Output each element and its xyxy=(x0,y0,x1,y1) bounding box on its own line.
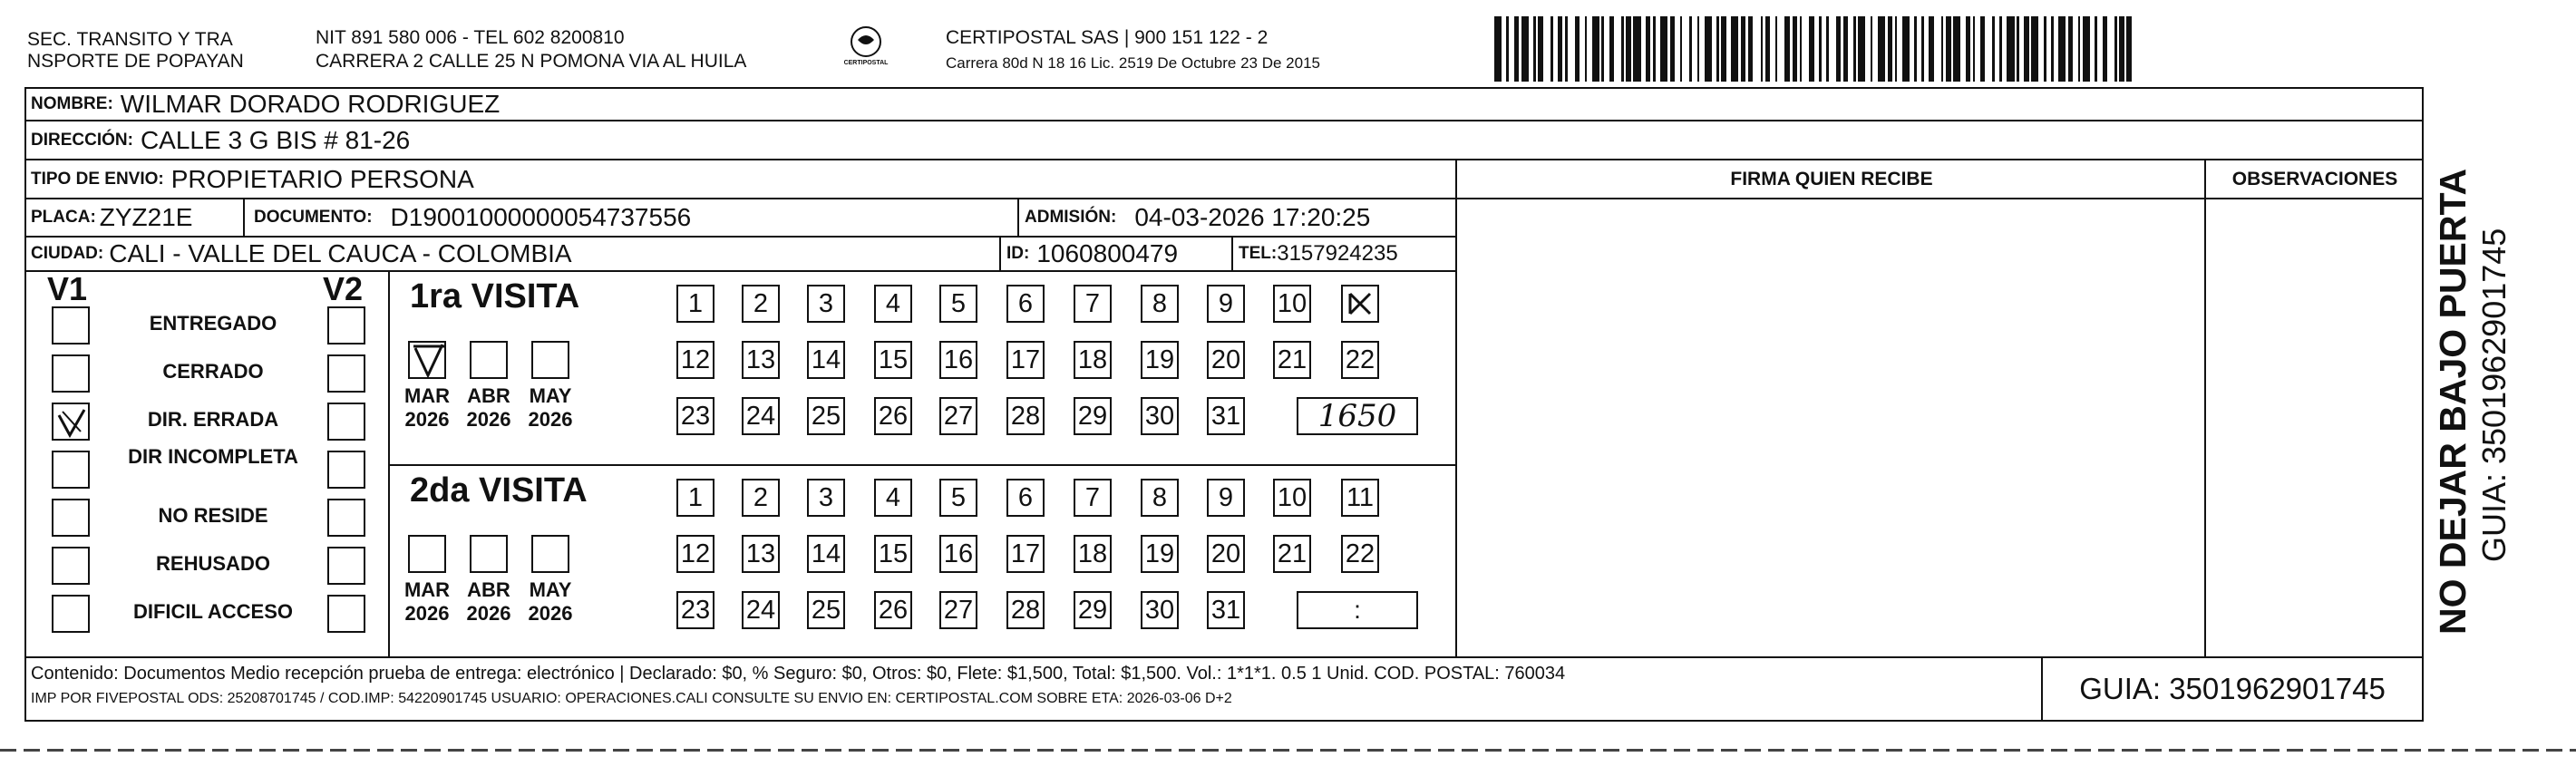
logo-text: CERTIPOSTAL xyxy=(843,60,889,66)
day-box[interactable]: 8 xyxy=(1141,285,1179,323)
documento-label: DOCUMENTO: xyxy=(254,208,373,227)
day-box[interactable]: 6 xyxy=(1006,479,1045,517)
barcode-image xyxy=(1494,16,2140,82)
status-label: DIR. ERRADA xyxy=(147,408,279,431)
day-box[interactable]: 3 xyxy=(807,479,845,517)
month-checkbox[interactable] xyxy=(531,341,569,379)
id-field xyxy=(1006,238,1178,270)
day-box[interactable]: 19 xyxy=(1141,535,1179,573)
ciudad-label: CIUDAD: xyxy=(31,244,104,263)
time-box[interactable]: : xyxy=(1297,591,1418,629)
cell-divider xyxy=(1017,198,1019,236)
day-box[interactable]: 15 xyxy=(874,535,912,573)
day-box[interactable]: 29 xyxy=(1074,397,1112,435)
nombre-label: NOMBRE: xyxy=(31,94,113,113)
status-v1-checkbox[interactable] xyxy=(52,354,90,393)
nit-line-2: CARRERA 2 CALLE 25 N POMONA VIA AL HUILA xyxy=(316,51,747,72)
day-box[interactable]: 16 xyxy=(939,341,977,379)
month-name: MAY xyxy=(529,578,572,601)
day-box[interactable]: 29 xyxy=(1074,591,1112,629)
month-label xyxy=(523,384,578,432)
day-box[interactable]: 20 xyxy=(1207,535,1245,573)
month-checkbox[interactable] xyxy=(531,535,569,573)
section-divider xyxy=(388,270,390,656)
day-box[interactable]: 31 xyxy=(1207,397,1245,435)
footer-guia: GUIA: 3501962901745 xyxy=(2079,672,2386,705)
day-box[interactable]: 24 xyxy=(742,397,780,435)
tel-label: TEL: xyxy=(1239,244,1278,263)
day-box[interactable]: 23 xyxy=(676,397,714,435)
status-v2-checkbox[interactable] xyxy=(327,306,365,345)
day-box[interactable]: 21 xyxy=(1273,535,1311,573)
day-box[interactable]: 10 xyxy=(1273,479,1311,517)
day-box[interactable]: 30 xyxy=(1141,591,1179,629)
status-v2-checkbox[interactable] xyxy=(327,403,365,441)
day-box[interactable]: 7 xyxy=(1074,285,1112,323)
row-divider xyxy=(24,159,2424,160)
tipo-envio-label: TIPO DE ENVIO: xyxy=(31,170,164,189)
day-box[interactable]: 1 xyxy=(676,285,714,323)
month-label xyxy=(462,578,516,626)
day-box[interactable]: 2 xyxy=(742,479,780,517)
visit-title: 1ra VISITA xyxy=(410,277,580,315)
day-box[interactable]: 31 xyxy=(1207,591,1245,629)
nit-line-1: NIT 891 580 006 - TEL 602 8200810 xyxy=(316,27,625,48)
ciudad-value: CALI - VALLE DEL CAUCA - COLOMBIA xyxy=(109,239,572,267)
month-name: MAR xyxy=(403,578,451,601)
documento-value: D19001000000054737556 xyxy=(390,203,692,231)
status-v1-checkbox[interactable] xyxy=(52,547,90,585)
company-line-2: Carrera 80d N 18 16 Lic. 2519 De Octubre 23 De 2015 xyxy=(946,54,1320,72)
day-box[interactable]: 30 xyxy=(1141,397,1179,435)
day-box[interactable]: 28 xyxy=(1006,397,1045,435)
day-box[interactable]: 7 xyxy=(1074,479,1112,517)
day-box[interactable]: 13 xyxy=(742,535,780,573)
status-label: NO RESIDE xyxy=(158,504,268,527)
day-box[interactable]: 2 xyxy=(742,285,780,323)
status-v1-checkbox[interactable] xyxy=(52,499,90,537)
day-box[interactable]: 16 xyxy=(939,535,977,573)
month-checkbox[interactable] xyxy=(470,535,508,573)
admision-label: ADMISIÓN: xyxy=(1025,208,1117,227)
sender-line-2: NSPORTE DE POPAYAN xyxy=(27,51,244,72)
day-box[interactable]: 25 xyxy=(807,591,845,629)
day-box[interactable]: 4 xyxy=(874,285,912,323)
direccion-value: CALLE 3 G BIS # 81-26 xyxy=(140,126,411,154)
day-box[interactable]: 9 xyxy=(1207,479,1245,517)
month-label xyxy=(523,578,578,626)
day-box[interactable]: 12 xyxy=(676,535,714,573)
row-divider xyxy=(24,270,1457,272)
day-box[interactable]: 11 xyxy=(1341,479,1379,517)
admision-field xyxy=(1025,199,1370,236)
day-box[interactable]: 17 xyxy=(1006,535,1045,573)
placa-value: ZYZ21E xyxy=(99,203,193,231)
placa-label: PLACA: xyxy=(31,208,96,227)
day-box[interactable]: 9 xyxy=(1207,285,1245,323)
ciudad-field xyxy=(31,238,572,270)
month-year: 2026 xyxy=(528,408,573,431)
day-box[interactable]: 26 xyxy=(874,591,912,629)
nombre-field xyxy=(31,89,500,120)
month-name: ABR xyxy=(467,578,510,601)
day-box[interactable]: 10 xyxy=(1273,285,1311,323)
status-v1-checkbox[interactable] xyxy=(52,595,90,633)
admision-value: 04-03-2026 17:20:25 xyxy=(1134,203,1371,231)
status-label: CERRADO xyxy=(162,360,264,383)
day-box[interactable]: 1 xyxy=(676,479,714,517)
side-guia-text: GUIA: 3501962901745 xyxy=(2475,228,2513,562)
visit-divider xyxy=(388,464,1455,466)
day-box[interactable]: 25 xyxy=(807,397,845,435)
day-box[interactable]: 24 xyxy=(742,591,780,629)
placa-field xyxy=(31,199,192,236)
column-divider xyxy=(1455,159,1457,656)
footer-print-info: IMP POR FIVEPOSTAL ODS: 25208701745 / COD.IMP: 54220901745 USUARIO: OPERACIONES.CALI CONSULTE SU ENVIO EN: CERTIPOSTAL.COM SOBRE ETA: 2026-03-06 D+2 xyxy=(31,691,1232,706)
v1-label: V1 xyxy=(47,270,88,307)
cell-divider xyxy=(999,236,1001,270)
day-box[interactable]: 26 xyxy=(874,397,912,435)
month-year: 2026 xyxy=(466,602,511,625)
visit-title: 2da VISITA xyxy=(410,471,588,510)
month-name: ABR xyxy=(467,384,510,407)
status-v2-checkbox[interactable] xyxy=(327,595,365,633)
day-box[interactable]: 20 xyxy=(1207,341,1245,379)
status-v1-checkbox[interactable] xyxy=(52,403,90,441)
day-box[interactable]: 22 xyxy=(1341,535,1379,573)
status-v1-checkbox[interactable] xyxy=(52,306,90,345)
day-box[interactable]: 8 xyxy=(1141,479,1179,517)
day-box[interactable]: 18 xyxy=(1074,535,1112,573)
certipostal-logo xyxy=(834,24,898,74)
day-box[interactable]: 4 xyxy=(874,479,912,517)
day-box[interactable]: 14 xyxy=(807,535,845,573)
status-v2-checkbox[interactable] xyxy=(327,354,365,393)
tipo-envio-field xyxy=(31,161,474,198)
documento-field xyxy=(254,199,691,236)
id-value: 1060800479 xyxy=(1036,239,1179,267)
month-label xyxy=(400,384,454,432)
day-box[interactable]: 23 xyxy=(676,591,714,629)
direccion-field xyxy=(31,123,410,158)
day-box[interactable]: 27 xyxy=(939,397,977,435)
day-box[interactable]: 19 xyxy=(1141,341,1179,379)
day-box[interactable]: 14 xyxy=(807,341,845,379)
cell-divider xyxy=(243,198,245,236)
day-box[interactable]: 18 xyxy=(1074,341,1112,379)
month-year: 2026 xyxy=(404,602,450,625)
tel-field xyxy=(1239,238,1398,270)
row-divider xyxy=(24,120,2424,121)
footer-contents: Contenido: Documentos Medio recepción prueba de entrega: electrónico | Declarado: $0, % Seguro: $0, Otros: $0, Flete: $1,500, Total: $1,500. Vol.: 1*1*1. 0.5 1 Unid. COD. POSTAL: 760034 xyxy=(31,664,1566,684)
month-name: MAR xyxy=(403,384,451,407)
month-year: 2026 xyxy=(466,408,511,431)
status-label: DIFICIL ACCESO xyxy=(132,600,293,623)
tipo-envio-value: PROPIETARIO PERSONA xyxy=(170,165,474,193)
month-label xyxy=(400,578,454,626)
day-box[interactable]: 21 xyxy=(1273,341,1311,379)
status-label: DIR INCOMPLETA xyxy=(128,445,298,468)
firma-header: FIRMA QUIEN RECIBE xyxy=(1730,169,1933,189)
day-box[interactable]: 27 xyxy=(939,591,977,629)
sender-line-1: SEC. TRANSITO Y TRA xyxy=(27,29,233,50)
day-box[interactable]: 6 xyxy=(1006,285,1045,323)
day-box[interactable]: 22 xyxy=(1341,341,1379,379)
time-box[interactable]: 1650 xyxy=(1297,397,1418,435)
day-box[interactable]: 13 xyxy=(742,341,780,379)
day-box[interactable]: 5 xyxy=(939,479,977,517)
cell-divider xyxy=(1231,236,1233,270)
status-v2-checkbox[interactable] xyxy=(327,451,365,489)
perforation-line xyxy=(0,749,2576,752)
month-checkbox[interactable] xyxy=(408,535,446,573)
status-label: ENTREGADO xyxy=(149,312,277,335)
status-v2-checkbox[interactable] xyxy=(327,547,365,585)
day-box[interactable]: 28 xyxy=(1006,591,1045,629)
month-year: 2026 xyxy=(528,602,573,625)
nombre-value: WILMAR DORADO RODRIGUEZ xyxy=(120,90,501,118)
month-checkbox[interactable] xyxy=(408,341,446,379)
day-box[interactable]: 3 xyxy=(807,285,845,323)
status-v2-checkbox[interactable] xyxy=(327,499,365,537)
tel-value: 3157924235 xyxy=(1277,241,1398,266)
company-line-1: CERTIPOSTAL SAS | 900 151 122 - 2 xyxy=(946,27,1269,48)
no-dejar-bajo-puerta-text: NO DEJAR BAJO PUERTA xyxy=(2432,168,2474,635)
direccion-label: DIRECCIÓN: xyxy=(31,131,133,150)
day-box[interactable]: 15 xyxy=(874,341,912,379)
id-label: ID: xyxy=(1006,244,1030,263)
day-box[interactable]: 12 xyxy=(676,341,714,379)
month-year: 2026 xyxy=(404,408,450,431)
status-v1-checkbox[interactable] xyxy=(52,451,90,489)
month-name: MAY xyxy=(529,384,572,407)
day-box[interactable]: 5 xyxy=(939,285,977,323)
month-label xyxy=(462,384,516,432)
status-label: REHUSADO xyxy=(156,552,270,575)
day-box[interactable]: 17 xyxy=(1006,341,1045,379)
observaciones-header: OBSERVACIONES xyxy=(2231,169,2398,189)
month-checkbox[interactable] xyxy=(470,341,508,379)
column-divider xyxy=(2204,159,2206,656)
v2-label: V2 xyxy=(323,270,364,307)
day-box-marked[interactable] xyxy=(1341,285,1379,323)
